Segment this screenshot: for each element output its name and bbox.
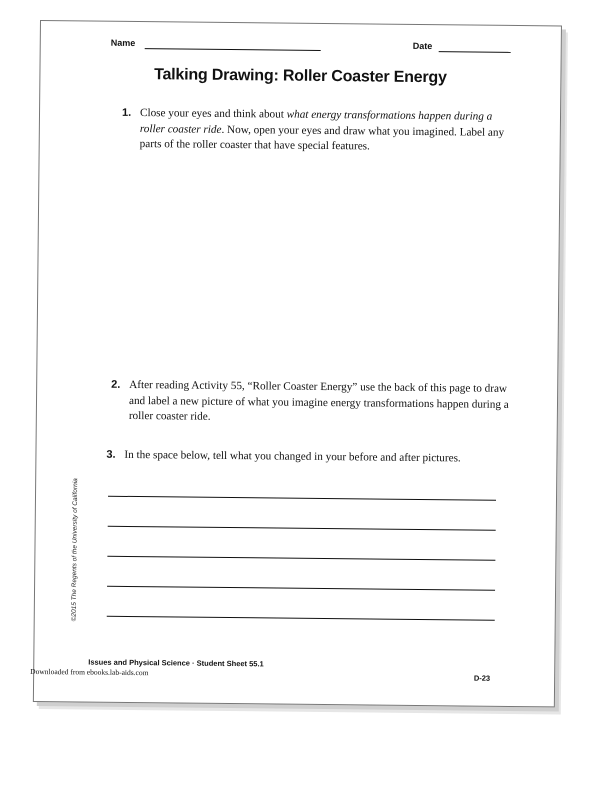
- page-code: D-23: [473, 673, 491, 683]
- date-label: Date: [412, 40, 433, 52]
- answer-line[interactable]: [107, 616, 495, 621]
- answer-line[interactable]: [108, 496, 496, 501]
- answer-line[interactable]: [107, 556, 495, 561]
- answer-line[interactable]: [108, 526, 496, 531]
- footer-sheet-title: Issues and Physical Science · Student Sheet 55.1: [88, 657, 264, 669]
- answer-line[interactable]: [107, 586, 495, 591]
- question-1-text-emphasis: what energy transformations happen during a roller coaster ride: [139, 108, 493, 136]
- header: [41, 37, 561, 60]
- question-1: [121, 106, 512, 156]
- name-label: Name: [110, 37, 136, 48]
- copyright-notice: ©2015 The Regents of the University of California: [70, 478, 80, 622]
- question-3-number: 3.: [106, 448, 116, 461]
- question-1-number: 1.: [121, 106, 132, 119]
- question-3: [106, 448, 510, 468]
- footer-download-source: Downloaded from ebooks.lab-aids.com: [30, 666, 149, 678]
- question-2: [111, 378, 511, 428]
- question-2-text: After reading Activity 55, “Roller Coaster Energy” use the back of this page to draw and label a new picture of what you imagine energy transformations happen during a roller coaster ride.: [128, 378, 509, 423]
- name-field[interactable]: [145, 48, 321, 51]
- question-2-number: 2.: [111, 378, 121, 391]
- student-sheet: [30, 20, 562, 707]
- question-1-text-a: Close your eyes and think about: [139, 107, 287, 121]
- question-1-text-b: . Now, open your eyes and draw what you imagined. Label any parts of the roller coaster that have special features.: [139, 123, 505, 153]
- date-field[interactable]: [439, 51, 511, 53]
- page-title: Talking Drawing: Roller Coaster Energy: [154, 66, 447, 87]
- question-3-text: In the space below, tell what you changed in your before and after pictures.: [124, 448, 461, 465]
